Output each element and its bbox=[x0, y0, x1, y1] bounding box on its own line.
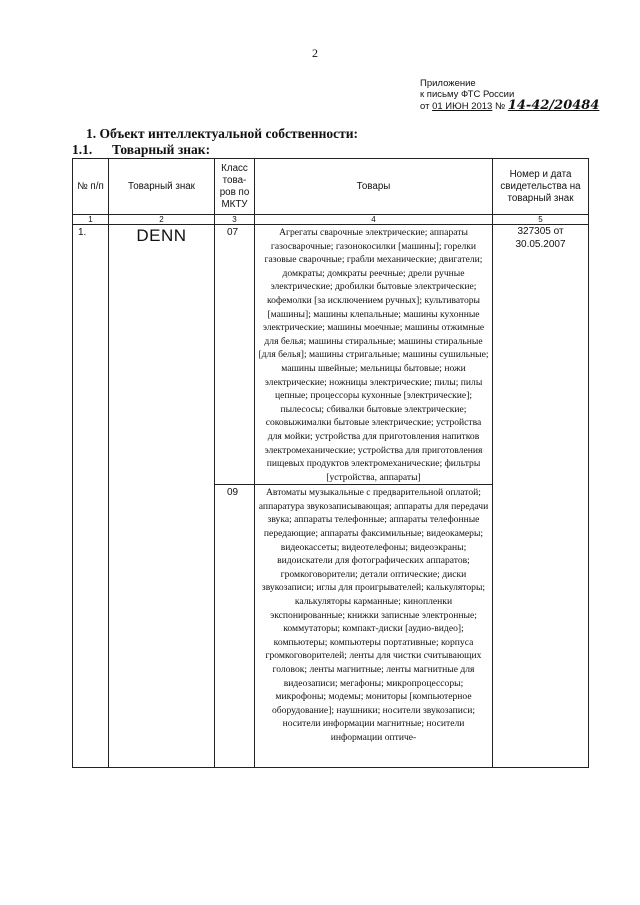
certificate-cell bbox=[493, 225, 589, 768]
header-trademark: Товарный знак bbox=[109, 159, 215, 215]
class-09-cell: 09 bbox=[215, 485, 255, 768]
header-class: Класс това-ров по МКТУ bbox=[215, 159, 255, 215]
certificate-date: 30.05.2007 bbox=[515, 238, 566, 250]
letter-date: 01 ИЮН 2013 bbox=[432, 101, 493, 112]
section-heading-1-1 bbox=[72, 142, 210, 158]
column-index: 2 bbox=[109, 215, 215, 225]
table-header-row bbox=[73, 159, 589, 215]
column-index: 4 bbox=[255, 215, 493, 225]
certificate-number: 327305 от bbox=[517, 226, 564, 237]
goods-class-09: Автоматы музыкальные с предварительной оплатой; аппаратура звукозаписывающая; аппараты для передачи звука; аппараты телефонные; аппараты телефонные передающие; аппараты факсимильные; видеокамеры; видеокассеты; видеотелефоны; видеоэкраны; видоискатели для фотографических аппаратов; громкоговорители; детали оптические; диски звукозаписи; иглы для проигрывателей; калькуляторы; калькуляторы карманные; кинопленки экспонированные; книжки записные электронные; коммутаторы; компакт-диски [аудио-видео]; компьютеры; компьютеры портативные; корпуса громкоговорителей; ленты для чистки считывающих головок; ленты магнитные; ленты магнитные для видеозаписи; мегафоны; микропроцессоры; микрофоны; модемы; мониторы [компьютерное оборудование]; наушники; носители звукозаписи; носители информации магнитные; носители информации оптиче- bbox=[255, 485, 493, 768]
letter-number-handwritten: 14-42/20484 bbox=[507, 98, 600, 113]
class-07-cell: 07 bbox=[215, 225, 255, 485]
column-index: 1 bbox=[73, 215, 109, 225]
trademark-word: DENN bbox=[136, 226, 187, 245]
header-num: № п/п bbox=[73, 159, 109, 215]
trademark-table bbox=[72, 158, 589, 768]
header-goods: Товары bbox=[255, 159, 493, 215]
row-number: 1. bbox=[73, 225, 109, 768]
section-title: Товарный знак: bbox=[112, 142, 211, 157]
header-certificate: Номер и дата свидетельства на товарный знак bbox=[493, 159, 589, 215]
appendix-title: Приложение bbox=[420, 78, 476, 89]
trademark-cell bbox=[109, 225, 215, 768]
appendix-date-number bbox=[420, 100, 599, 112]
appendix-letter-ref: к письму ФТС России bbox=[420, 89, 515, 100]
date-prefix: от bbox=[420, 101, 430, 112]
table-row-class-07 bbox=[73, 225, 589, 485]
column-index: 3 bbox=[215, 215, 255, 225]
page-number: 2 bbox=[312, 46, 318, 60]
goods-class-07: Агрегаты сварочные электрические; аппараты газосварочные; газонокосилки [машины]; горелки газовые сварочные; грабли механические; двигатели; домкраты; домкраты реечные; дрели ручные электрические; дробилки бытовые электрические; кофемолки [за исключением ручных]; культиваторы [машины]; машины клепальные; машины кухонные электрические; машины моечные; машины отжимные для белья; машины стиральные; машины стиральные [для белья]; машины стригальные; машины сушильные; машины швейные; мельницы бытовые; ножи электрические; ножницы электрические; пилы; пилы цепные; процессоры кухонные [электрические]; пылесосы; сбивалки бытовые электрические; соковыжималки бытовые электрические; устройства для мойки; устройства для приготовления напитков электромеханические; устройства для приготовления пищевых продуктов электромеханические; фильтры [устройства, аппараты] bbox=[255, 225, 493, 485]
column-index: 5 bbox=[493, 215, 589, 225]
appendix-block bbox=[420, 78, 599, 112]
section-number: 1.1. bbox=[72, 142, 93, 157]
section-heading-1: 1. Объект интеллектуальной собственности: bbox=[86, 126, 359, 141]
number-prefix: № bbox=[494, 101, 506, 112]
column-index-row bbox=[73, 215, 589, 225]
